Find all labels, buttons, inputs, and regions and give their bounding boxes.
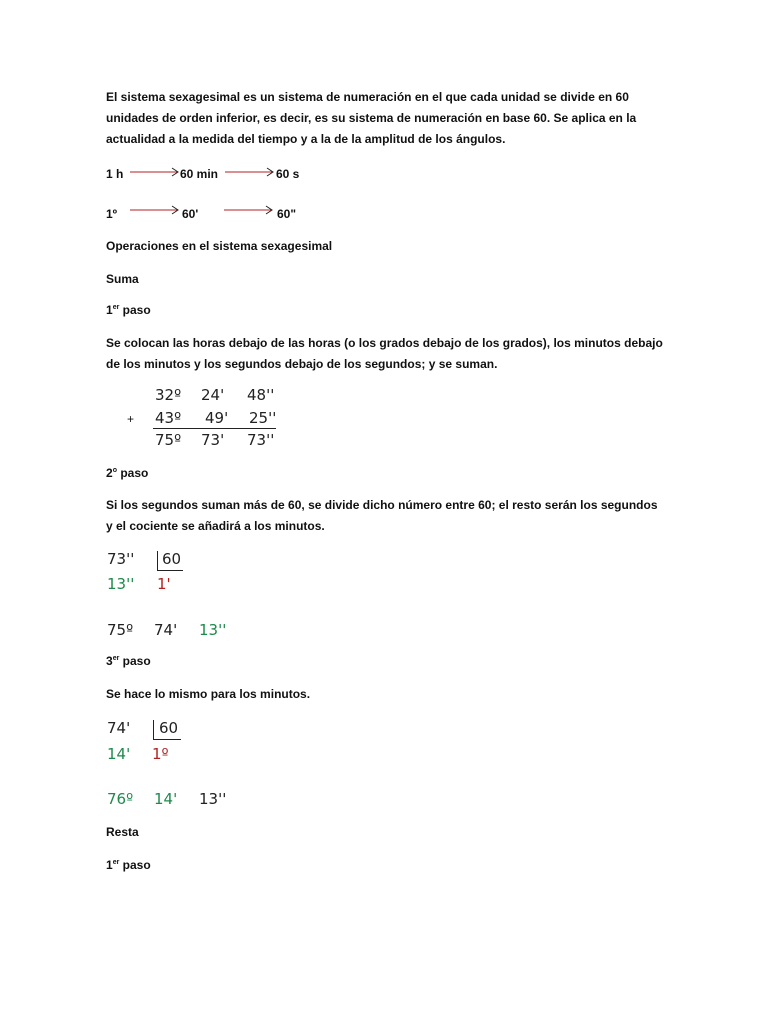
addition-result-cell: 75º — [155, 431, 182, 449]
addition-cell: 43º — [155, 409, 182, 427]
time-seconds-label: 60 s — [276, 167, 300, 181]
division-dividend: 74' — [107, 719, 131, 737]
plus-sign: + — [127, 412, 135, 426]
division-bracket — [153, 720, 154, 740]
sum-line — [153, 428, 276, 429]
division-remainder: 13'' — [107, 575, 135, 593]
result-seconds: 13'' — [199, 621, 227, 639]
division-remainder: 14' — [107, 745, 131, 763]
section-heading: Operaciones en el sistema sexagesimal — [106, 239, 333, 253]
suma-heading: Suma — [106, 272, 139, 286]
addition-result-cell: 73'' — [247, 431, 275, 449]
time-hour-label: 1 h — [106, 167, 124, 181]
arrow-right-icon — [130, 166, 180, 178]
result-minutes: 14' — [154, 790, 178, 808]
step3-paragraph: Se hace lo mismo para los minutos. — [106, 687, 311, 701]
division-bracket — [153, 739, 181, 740]
resta-heading: Resta — [106, 825, 139, 839]
addition-cell: 25'' — [249, 409, 277, 427]
result-degrees: 76º — [107, 790, 134, 808]
step1-paragraph: Se colocan las horas debajo de las horas (o los grados debajo de los grados), los minutos debajo de los minutos y los segundos debajo de los segundos; y se suman. — [106, 336, 663, 371]
angle-seconds-label: 60" — [277, 207, 297, 221]
intro-paragraph: El sistema sexagesimal es un sistema de numeración en el que cada unidad se divide en 60 unidades de orden inferior, es decir, es su sistema de numeración en base 60. Se aplica en la actualidad a la medida del tiempo y a la de la amplitud de los ángulos. — [106, 90, 637, 146]
time-minutes-label: 60 min — [180, 167, 219, 181]
arrow-right-icon — [224, 204, 274, 216]
division-divisor: 60 — [159, 719, 179, 737]
step-heading: 2$^o$ paso — [106, 466, 149, 480]
addition-cell: 49' — [205, 409, 229, 427]
division-divisor: 60 — [162, 550, 182, 568]
arrow-right-icon — [225, 166, 275, 178]
division-quotient: 1' — [157, 575, 171, 593]
addition-cell: 24' — [201, 386, 225, 404]
step-heading: 1er paso — [106, 303, 151, 317]
result-minutes: 74' — [154, 621, 178, 639]
division-bracket — [157, 551, 158, 571]
division-dividend: 73'' — [107, 550, 135, 568]
step-heading: 1er paso — [106, 858, 151, 872]
division-quotient: 1º — [152, 745, 169, 763]
addition-cell: 48'' — [247, 386, 275, 404]
division-bracket — [157, 570, 183, 571]
arrow-right-icon — [130, 204, 180, 216]
result-degrees: 75º — [107, 621, 134, 639]
angle-minutes-label: 60' — [182, 207, 199, 221]
step2-paragraph: Si los segundos suman más de 60, se divide dicho número entre 60; el resto serán los segundos y el cociente se añadirá a los minutos. — [106, 498, 658, 533]
result-seconds: 13'' — [199, 790, 227, 808]
step-heading: 3er paso — [106, 654, 151, 668]
addition-cell: 32º — [155, 386, 182, 404]
addition-result-cell: 73' — [201, 431, 225, 449]
angle-degree-label: 1º — [106, 207, 118, 221]
